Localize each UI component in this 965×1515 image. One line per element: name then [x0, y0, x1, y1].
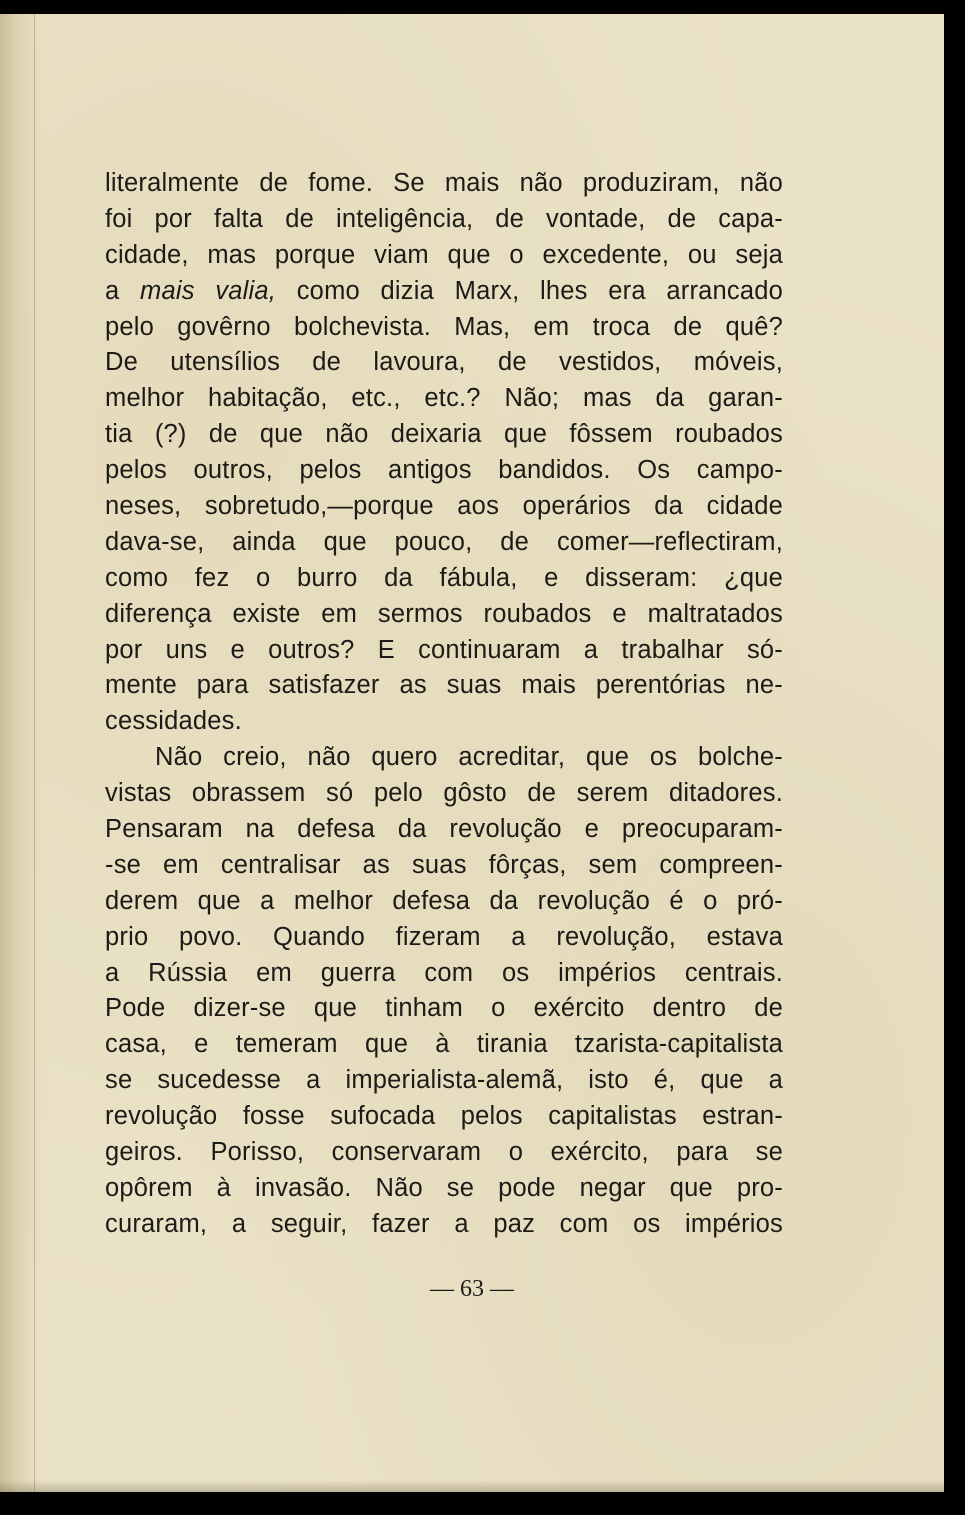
text-line: revolução fosse sufocada pelos capitalistas estran- — [105, 1102, 783, 1131]
text-line: -se em centralisar as suas fôrças, sem compreen- — [105, 850, 783, 879]
text-line: melhor habitação, etc., etc.? Não; mas da garan- — [105, 384, 783, 413]
text-line: derem que a melhor defesa da revolução é o pró- — [105, 886, 783, 915]
text-line-with-italic — [105, 274, 783, 310]
text-line: Pode dizer-se que tinham o exército dentro de — [105, 994, 783, 1023]
text-line: dava-se, ainda que pouco, de comer—reflectiram, — [105, 527, 783, 556]
text-fragment: a — [105, 276, 141, 305]
text-line: Pensaram na defesa da revolução e preocuparam- — [105, 815, 783, 844]
text-line: vistas obrassem só pelo gôsto de serem ditadores. — [105, 779, 783, 808]
text-line: por uns e outros? E continuaram a trabalhar só- — [105, 635, 783, 664]
text-line: geiros. Porisso, conservaram o exército, para se — [105, 1138, 783, 1167]
text-line: diferença existe em sermos roubados e maltratados — [105, 599, 783, 628]
text-line: De utensílios de lavoura, de vestidos, móveis, — [105, 348, 783, 377]
text-line: casa, e temeram que à tirania tzarista-capitalista — [105, 1030, 783, 1059]
text-line: pelos outros, pelos antigos bandidos. Os campo- — [105, 456, 783, 485]
page-bottom-shadow — [0, 1480, 944, 1492]
text-line: pelo govêrno bolchevista. Mas, em troca de quê? — [105, 312, 783, 341]
text-line: literalmente de fome. Se mais não produziram, não — [105, 169, 783, 197]
body-text — [105, 166, 783, 1243]
text-line: curaram, a seguir, fazer a paz com os impérios — [105, 1209, 783, 1238]
text-line: como fez o burro da fábula, e disseram: ¿que — [105, 563, 783, 592]
page-gutter-shadow — [0, 14, 42, 1492]
page-number: — 63 — — [430, 1276, 514, 1302]
binding-fold-line — [34, 14, 35, 1492]
text-line: tia (?) de que não deixaria que fôssem roubados — [105, 420, 783, 449]
text-line-paragraph-start: Não creio, não quero acreditar, que os bolche- — [155, 743, 783, 772]
text-line-paragraph-end: cessidades. — [105, 707, 242, 736]
book-page — [0, 14, 944, 1492]
text-line: mente para satisfazer as suas mais perentórias ne- — [105, 671, 783, 700]
text-line: opôrem à invasão. Não se pode negar que pro- — [105, 1173, 783, 1202]
text-line: foi por falta de inteligência, de vontade, de capa- — [105, 204, 783, 233]
italic-phrase: mais valia, — [140, 276, 277, 305]
text-line: se sucedesse a imperialista-alemã, isto é, que a — [105, 1066, 783, 1095]
text-line: prio povo. Quando fizeram a revolução, estava — [105, 922, 783, 951]
text-line: cidade, mas porque viam que o excedente, ou seja — [105, 240, 783, 269]
text-fragment: como dizia Marx, lhes era arrancado — [276, 276, 784, 305]
text-line: a Rússia em guerra com os impérios centrais. — [105, 958, 783, 987]
text-line: neses, sobretudo,—porque aos operários da cidade — [105, 492, 783, 521]
